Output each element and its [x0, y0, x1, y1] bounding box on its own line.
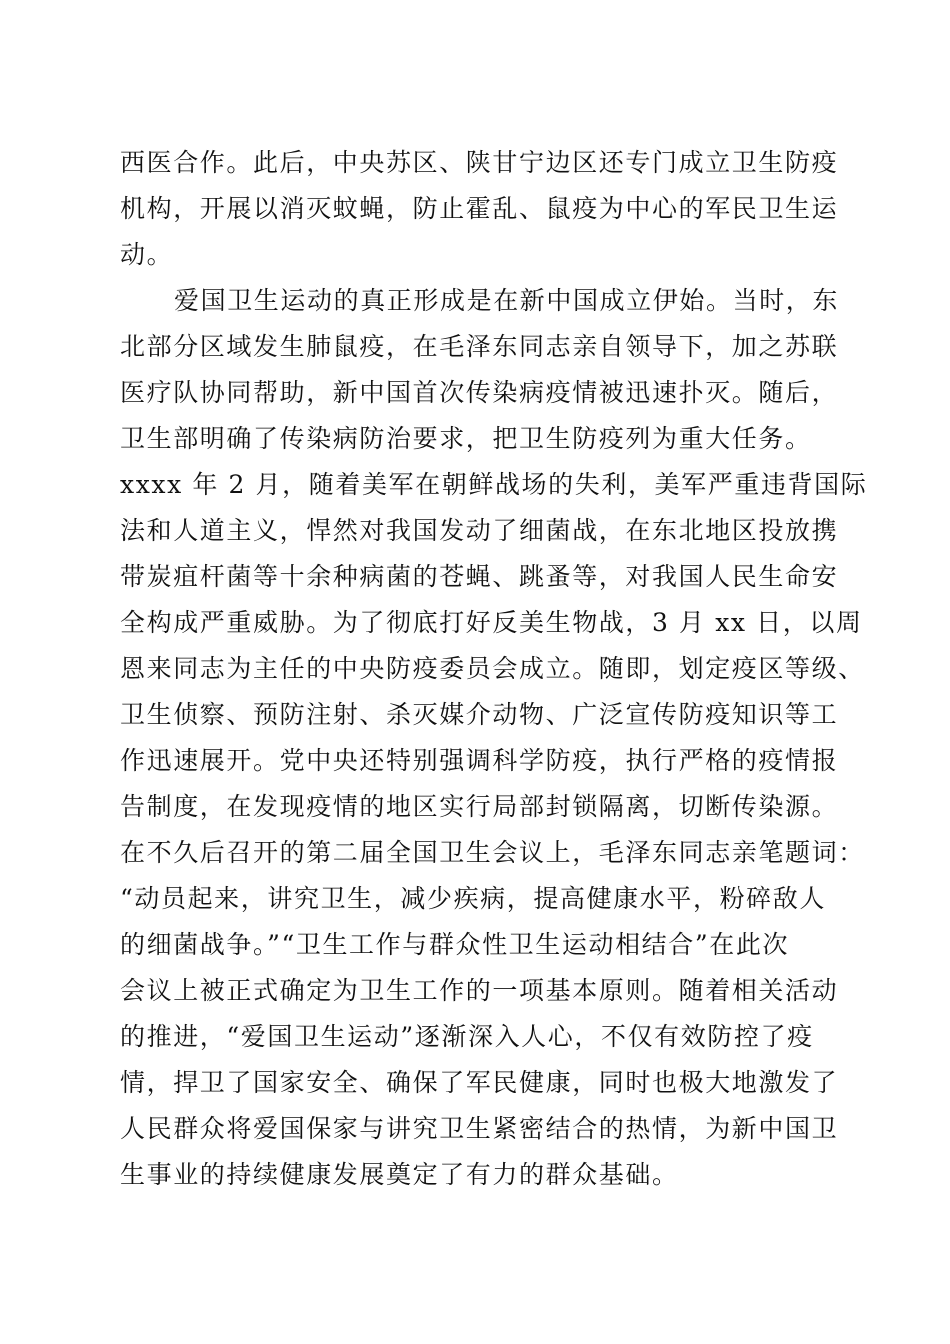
- text-line: 带炭疽杆菌等十余种病菌的苍蝇、跳蚤等，对我国人民生命安: [120, 562, 839, 591]
- text-line: 的推进，“爱国卫生运动”逐渐深入人心，不仅有效防控了疫: [120, 1022, 814, 1051]
- text-line: 卫生部明确了传染病防治要求，把卫生防疫列为重大任务。: [120, 424, 812, 453]
- body-text: [120, 140, 868, 1198]
- text-line: xxxx 年 2 月，随着美军在朝鲜战场的失利，美军严重违背国际: [120, 470, 868, 499]
- text-line: 爱国卫生运动的真正形成是在新中国成立伊始。当时，东: [174, 286, 840, 315]
- text-line: 全构成严重威胁。为了彻底打好反美生物战，3 月 xx 日，以周: [120, 608, 863, 637]
- text-line: 作迅速展开。党中央还特别强调科学防疫，执行严格的疫情报: [120, 746, 839, 775]
- text-line: 在不久后召开的第二届全国卫生会议上，毛泽东同志亲笔题词：: [120, 838, 865, 867]
- text-line: 西医合作。此后，中央苏区、陕甘宁边区还专门成立卫生防疫: [120, 148, 839, 177]
- text-line: 生事业的持续健康发展奠定了有力的群众基础。: [120, 1160, 679, 1189]
- paragraph-2: [120, 278, 868, 1198]
- text-line: 的细菌战争。”“卫生工作与群众性卫生运动相结合”在此次: [120, 930, 790, 959]
- paragraph-1: [120, 140, 839, 278]
- text-line: 医疗队协同帮助，新中国首次传染病疫情被迅速扑灭。随后，: [120, 378, 839, 407]
- text-line: 动。: [120, 240, 174, 269]
- text-line: 恩来同志为主任的中央防疫委员会成立。随即，划定疫区等级、: [120, 654, 865, 683]
- text-line: 会议上被正式确定为卫生工作的一项基本原则。随着相关活动: [120, 976, 839, 1005]
- text-line: 机构，开展以消灭蚊蝇，防止霍乱、鼠疫为中心的军民卫生运: [120, 194, 839, 223]
- text-line: 情，捍卫了国家安全、确保了军民健康，同时也极大地激发了: [120, 1068, 839, 1097]
- text-line: 人民群众将爱国保家与讲究卫生紧密结合的热情，为新中国卫: [120, 1114, 839, 1143]
- text-line: 卫生侦察、预防注射、杀灭媒介动物、广泛宣传防疫知识等工: [120, 700, 839, 729]
- text-line: 北部分区域发生肺鼠疫，在毛泽东同志亲自领导下，加之苏联: [120, 332, 839, 361]
- text-line: 法和人道主义，悍然对我国发动了细菌战，在东北地区投放携: [120, 516, 839, 545]
- text-line: “动员起来，讲究卫生，减少疾病，提高健康水平，粉碎敌人: [120, 884, 826, 913]
- text-line: 告制度，在发现疫情的地区实行局部封锁隔离，切断传染源。: [120, 792, 839, 821]
